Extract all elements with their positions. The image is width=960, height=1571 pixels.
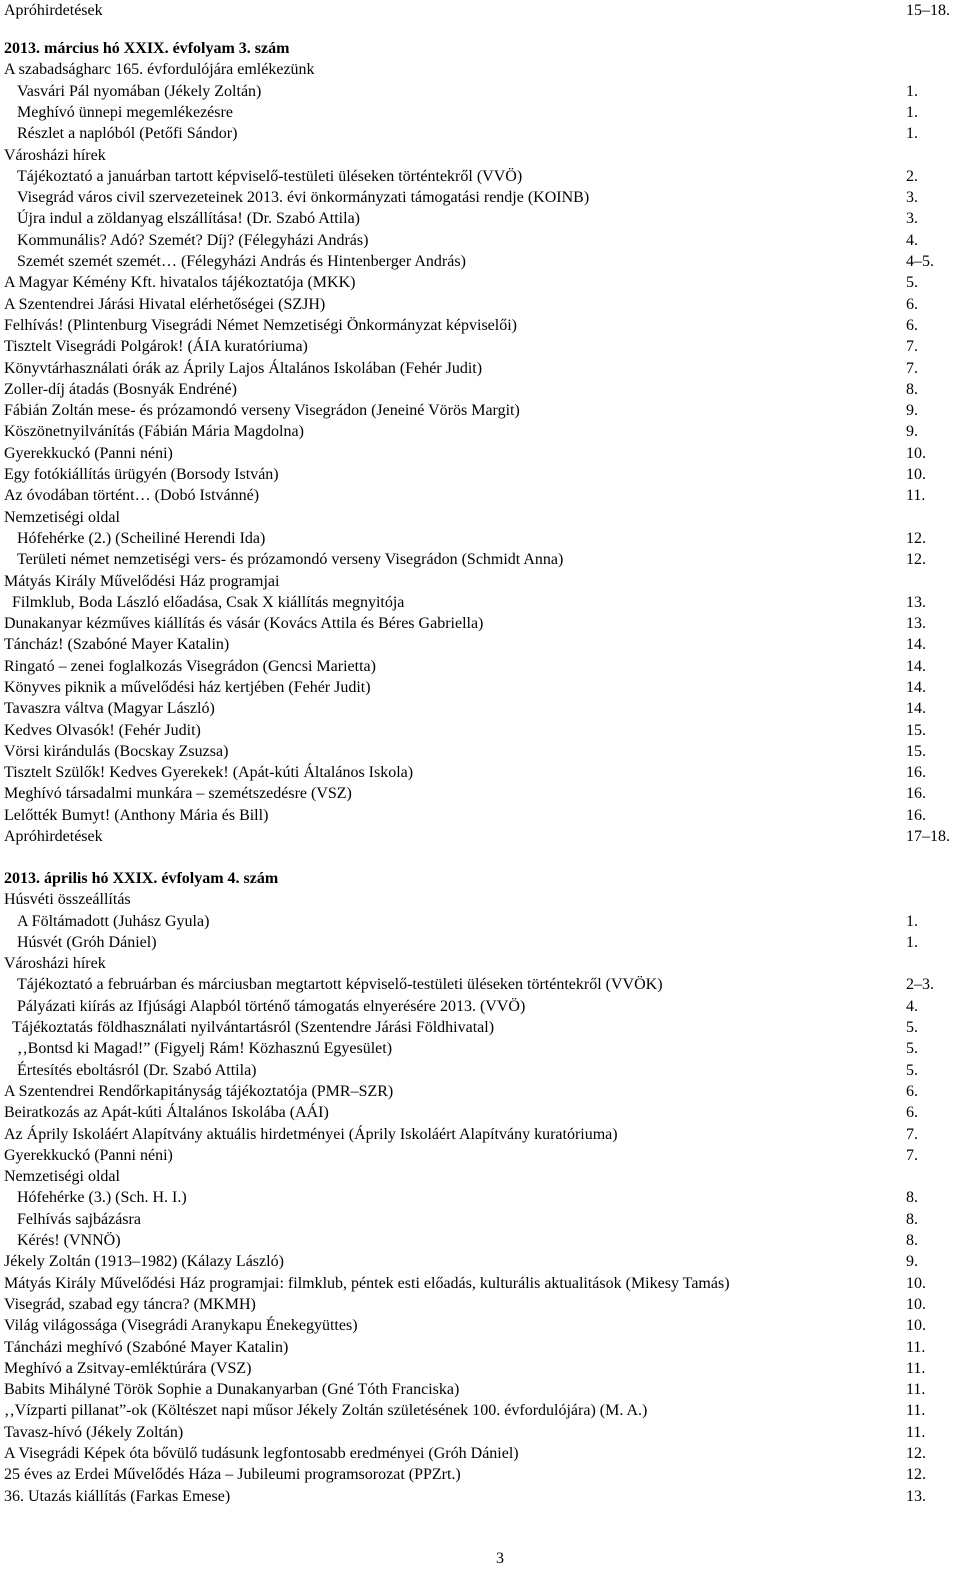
entry-title: Tavasz-hívó (Jékely Zoltán)	[4, 1424, 184, 1441]
entry-title: 25 éves az Erdei Művelődés Háza – Jubileumi programsorozat (PPZrt.)	[4, 1466, 461, 1483]
entry-title: Köszönetnyilvánítás (Fábián Mária Magdolna)	[4, 423, 304, 440]
entry-pages: 6.	[906, 317, 918, 334]
toc-section-heading	[0, 1166, 960, 1187]
entry-pages: 9.	[906, 423, 918, 440]
toc-entry	[0, 166, 960, 187]
entry-pages: 11.	[906, 1339, 926, 1356]
entry-title: A szabadságharc 165. évfordulójára emlékezünk	[4, 61, 315, 78]
page-number: 3	[496, 1550, 504, 1567]
entry-pages: 5.	[906, 274, 918, 291]
entry-title: Értesítés eboltásról (Dr. Szabó Attila)	[17, 1062, 257, 1079]
toc-entry	[0, 592, 960, 613]
entry-title: Visegrád, szabad egy táncra? (MKMH)	[4, 1296, 256, 1313]
issue-heading-text: 2013. április hó XXIX. évfolyam 4. szám	[4, 870, 279, 887]
entry-title: Zoller-díj átadás (Bosnyák Endréné)	[4, 381, 237, 398]
entry-title: Tisztelt Szülők! Kedves Gyerekek! (Apát-kúti Általános Iskola)	[4, 764, 414, 781]
entry-title: Meghívó ünnepi megemlékezésre	[17, 104, 233, 121]
entry-pages: 17–18.	[906, 828, 950, 845]
entry-title: Nemzetiségi oldal	[4, 1168, 120, 1185]
entry-title: Babits Mihályné Török Sophie a Dunakanyarban (Gné Tóth Franciska)	[4, 1381, 460, 1398]
toc-entry	[0, 932, 960, 953]
entry-pages: 4.	[906, 232, 918, 249]
toc-entry	[0, 1060, 960, 1081]
toc-entry	[0, 1038, 960, 1059]
entry-pages: 13.	[906, 594, 926, 611]
entry-pages: 4.	[906, 998, 918, 1015]
entry-title: Tájékoztató a februárban és márciusban megtartott képviselő-testületi üléseken történtekről (VVÖK)	[17, 976, 663, 993]
entry-title: Könyvtárhasználati órák az Áprily Lajos Általános Iskolában (Fehér Judit)	[4, 360, 483, 377]
entry-title: Részlet a naplóból (Petőfi Sándor)	[17, 125, 238, 142]
toc-entry	[0, 1017, 960, 1038]
entry-pages: 9.	[906, 1253, 918, 1270]
entry-title: Húsvéti összeállítás	[4, 891, 131, 908]
toc-entry	[0, 1486, 960, 1507]
entry-title: Az Áprily Iskoláért Alapítvány aktuális hirdetményei (Áprily Iskoláért Alapítvány kuratóriuma)	[4, 1126, 618, 1143]
entry-title: ‚‚Vízparti pillanat”-ok (Költészet napi műsor Jékely Zoltán születésének 100. évfordulójára) (M. A.)	[4, 1402, 648, 1419]
entry-pages: 8.	[906, 381, 918, 398]
toc-entry	[0, 634, 960, 655]
entry-pages: 2–3.	[906, 976, 934, 993]
toc-entry	[0, 1464, 960, 1485]
entry-title: Kérés! (VNNÖ)	[17, 1232, 121, 1249]
toc-entry	[0, 1443, 960, 1464]
entry-title: A Szentendrei Rendőrkapitányság tájékoztatója (PMR–SZR)	[4, 1083, 394, 1100]
toc-entry	[0, 974, 960, 995]
toc-entry	[0, 294, 960, 315]
entry-title: Nemzetiségi oldal	[4, 509, 120, 526]
toc-entry	[0, 1251, 960, 1272]
entry-pages: 14.	[906, 658, 926, 675]
entry-pages: 4–5.	[906, 253, 934, 270]
entry-title: Vasvári Pál nyomában (Jékely Zoltán)	[17, 83, 262, 100]
entry-pages: 3.	[906, 189, 918, 206]
toc-entry	[0, 1337, 960, 1358]
entry-title: Pályázati kiírás az Ifjúsági Alapból történő támogatás elnyerésére 2013. (VVÖ)	[17, 998, 526, 1015]
entry-title: Világ világossága (Visegrádi Aranykapu Énekegyüttes)	[4, 1317, 358, 1334]
entry-pages: 7.	[906, 360, 918, 377]
toc-entry	[0, 1187, 960, 1208]
entry-title: Tájékoztató a januárban tartott képviselő-testületi üléseken történtekről (VVÖ)	[17, 168, 523, 185]
toc-entry	[0, 230, 960, 251]
entry-title: Tájékoztatás földhasználati nyilvántartásról (Szentendre Járási Földhivatal)	[12, 1019, 495, 1036]
toc-entry	[0, 358, 960, 379]
issue-heading	[0, 868, 960, 889]
entry-title: Mátyás Király Művelődési Ház programjai	[4, 573, 280, 590]
toc-entry	[0, 1273, 960, 1294]
toc-entry	[0, 911, 960, 932]
toc-entry	[0, 443, 960, 464]
toc-entry	[0, 528, 960, 549]
toc-entry	[0, 1400, 960, 1421]
entry-pages: 16.	[906, 764, 926, 781]
toc-entry	[0, 805, 960, 826]
toc-entry	[0, 464, 960, 485]
entry-title: Meghívó társadalmi munkára – szemétszedésre (VSZ)	[4, 785, 352, 802]
entry-title: Apróhirdetések	[4, 828, 103, 845]
entry-pages: 7.	[906, 338, 918, 355]
entry-pages: 10.	[906, 1275, 926, 1292]
toc-entry	[0, 549, 960, 570]
toc-section-heading	[0, 59, 960, 80]
entry-title: A Visegrádi Képek óta bővülő tudásunk legfontosabb eredményei (Gróh Dániel)	[4, 1445, 519, 1462]
entry-title: Területi német nemzetiségi vers- és prózamondó verseny Visegrádon (Schmidt Anna)	[17, 551, 564, 568]
toc-entry	[0, 1294, 960, 1315]
entry-pages: 11.	[906, 1360, 926, 1377]
entry-pages: 2.	[906, 168, 918, 185]
toc-entry	[0, 81, 960, 102]
toc-entry	[0, 251, 960, 272]
entry-title: Húsvét (Gróh Dániel)	[17, 934, 157, 951]
toc-entry	[0, 1422, 960, 1443]
entry-pages: 15–18.	[906, 2, 950, 19]
entry-title: Fábián Zoltán mese- és prózamondó verseny Visegrádon (Jeneiné Vörös Margit)	[4, 402, 520, 419]
entry-title: Visegrád város civil szervezeteinek 2013. évi önkormányzati támogatási rendje (KOINB)	[17, 189, 590, 206]
entry-title: Kedves Olvasók! (Fehér Judit)	[4, 722, 201, 739]
entry-pages: 8.	[906, 1211, 918, 1228]
entry-title: Újra indul a zöldanyag elszállítása! (Dr. Szabó Attila)	[17, 210, 360, 227]
toc-entry	[0, 826, 960, 847]
toc-entry	[0, 187, 960, 208]
issue-heading	[0, 38, 960, 59]
entry-title: Hófehérke (2.) (Scheiliné Herendi Ida)	[17, 530, 266, 547]
toc-entry	[0, 336, 960, 357]
entry-pages: 11.	[906, 1402, 926, 1419]
entry-pages: 14.	[906, 679, 926, 696]
toc-entry	[0, 272, 960, 293]
toc-entry	[0, 379, 960, 400]
entry-title: A Szentendrei Járási Hivatal elérhetőségei (SZJH)	[4, 296, 326, 313]
entry-title: Városházi hírek	[4, 147, 106, 164]
entry-title: Gyerekkuckó (Panni néni)	[4, 445, 173, 462]
toc-entry	[0, 1145, 960, 1166]
entry-pages: 1.	[906, 83, 918, 100]
entry-pages: 6.	[906, 1083, 918, 1100]
entry-pages: 12.	[906, 1445, 926, 1462]
entry-pages: 10.	[906, 466, 926, 483]
toc-entry	[0, 1081, 960, 1102]
entry-pages: 12.	[906, 551, 926, 568]
entry-pages: 12.	[906, 1466, 926, 1483]
entry-pages: 3.	[906, 210, 918, 227]
entry-title: Filmklub, Boda László előadása, Csak X kiállítás megnyitója	[12, 594, 405, 611]
entry-pages: 1.	[906, 125, 918, 142]
entry-title: Mátyás Király Művelődési Ház programjai: filmklub, péntek esti előadás, kulturális aktualitások (Mikesy Tamás)	[4, 1275, 730, 1292]
entry-title: Kommunális? Adó? Szemét? Díj? (Félegyházi András)	[17, 232, 369, 249]
toc-entry	[0, 1358, 960, 1379]
entry-title: Jékely Zoltán (1913–1982) (Kálazy László)	[4, 1253, 284, 1270]
entry-title: Meghívó a Zsitvay-emléktúrára (VSZ)	[4, 1360, 252, 1377]
toc-entry	[0, 1102, 960, 1123]
toc-entry	[0, 1124, 960, 1145]
toc-entry	[0, 1379, 960, 1400]
entry-title: Felhívás sajbázásra	[17, 1211, 141, 1228]
entry-pages: 15.	[906, 722, 926, 739]
entry-pages: 16.	[906, 807, 926, 824]
toc-entry	[0, 741, 960, 762]
entry-pages: 7.	[906, 1126, 918, 1143]
entry-pages: 8.	[906, 1189, 918, 1206]
toc-entry	[0, 208, 960, 229]
entry-title: Hófehérke (3.) (Sch. H. I.)	[17, 1189, 187, 1206]
entry-pages: 5.	[906, 1040, 918, 1057]
entry-title: A Föltámadott (Juhász Gyula)	[17, 913, 210, 930]
toc-entry	[0, 677, 960, 698]
toc-entry	[0, 1230, 960, 1251]
entry-title: Dunakanyar kézműves kiállítás és vásár (Kovács Attila és Béres Gabriella)	[4, 615, 484, 632]
toc-section-heading	[0, 507, 960, 528]
entry-pages: 9.	[906, 402, 918, 419]
entry-pages: 1.	[906, 913, 918, 930]
entry-title: Tisztelt Visegrádi Polgárok! (ÁIA kuratóriuma)	[4, 338, 308, 355]
toc-entry	[0, 996, 960, 1017]
entry-title: Beiratkozás az Apát-kúti Általános Iskolába (AÁI)	[4, 1104, 329, 1121]
toc-entry	[0, 0, 960, 21]
entry-pages: 1.	[906, 934, 918, 951]
toc-entry	[0, 400, 960, 421]
toc-section-heading	[0, 953, 960, 974]
toc-entry	[0, 720, 960, 741]
entry-pages: 10.	[906, 1317, 926, 1334]
entry-pages: 11.	[906, 487, 926, 504]
entry-pages: 6.	[906, 1104, 918, 1121]
entry-title: ‚‚Bontsd ki Magad!” (Figyelj Rám! Közhasznú Egyesület)	[17, 1040, 393, 1057]
toc-entry	[0, 102, 960, 123]
entry-title: Lelőtték Bumyt! (Anthony Mária és Bill)	[4, 807, 269, 824]
entry-title: Tavaszra váltva (Magyar László)	[4, 700, 215, 717]
toc-entry	[0, 762, 960, 783]
entry-pages: 14.	[906, 700, 926, 717]
toc-section-heading	[0, 889, 960, 910]
entry-title: A Magyar Kémény Kft. hivatalos tájékoztatója (MKK)	[4, 274, 356, 291]
toc-entry	[0, 698, 960, 719]
toc-entry	[0, 656, 960, 677]
toc-entry	[0, 123, 960, 144]
toc-entry	[0, 783, 960, 804]
issue-heading-text: 2013. március hó XXIX. évfolyam 3. szám	[4, 40, 290, 57]
entry-title: Ringató – zenei foglalkozás Visegrádon (Gencsi Marietta)	[4, 658, 376, 675]
entry-title: Szemét szemét szemét… (Félegyházi András és Hintenberger András)	[17, 253, 466, 270]
entry-title: Táncház! (Szabóné Mayer Katalin)	[4, 636, 230, 653]
toc-entry	[0, 1315, 960, 1336]
entry-pages: 5.	[906, 1062, 918, 1079]
entry-pages: 11.	[906, 1424, 926, 1441]
entry-pages: 13.	[906, 1488, 926, 1505]
toc-section-heading	[0, 571, 960, 592]
entry-pages: 10.	[906, 445, 926, 462]
entry-title: Felhívás! (Plintenburg Visegrádi Német Nemzetiségi Önkormányzat képviselői)	[4, 317, 517, 334]
entry-pages: 10.	[906, 1296, 926, 1313]
entry-pages: 12.	[906, 530, 926, 547]
entry-title: Apróhirdetések	[4, 2, 103, 19]
entry-pages: 1.	[906, 104, 918, 121]
entry-title: Az óvodában történt… (Dobó Istvánné)	[4, 487, 260, 504]
toc-entry	[0, 613, 960, 634]
entry-pages: 16.	[906, 785, 926, 802]
toc-entry	[0, 1209, 960, 1230]
entry-pages: 8.	[906, 1232, 918, 1249]
toc-entry	[0, 315, 960, 336]
entry-pages: 11.	[906, 1381, 926, 1398]
entry-title: Könyves piknik a művelődési ház kertjében (Fehér Judit)	[4, 679, 371, 696]
entry-pages: 13.	[906, 615, 926, 632]
entry-pages: 7.	[906, 1147, 918, 1164]
entry-title: Gyerekkuckó (Panni néni)	[4, 1147, 173, 1164]
toc-section-heading	[0, 145, 960, 166]
entry-pages: 6.	[906, 296, 918, 313]
entry-title: 36. Utazás kiállítás (Farkas Emese)	[4, 1488, 231, 1505]
entry-pages: 15.	[906, 743, 926, 760]
entry-pages: 14.	[906, 636, 926, 653]
toc-entry	[0, 421, 960, 442]
entry-title: Táncházi meghívó (Szabóné Mayer Katalin)	[4, 1339, 289, 1356]
entry-pages: 5.	[906, 1019, 918, 1036]
entry-title: Egy fotókiállítás ürügyén (Borsody István)	[4, 466, 279, 483]
entry-title: Városházi hírek	[4, 955, 106, 972]
entry-title: Vörsi kirándulás (Bocskay Zsuzsa)	[4, 743, 229, 760]
toc-entry	[0, 485, 960, 506]
